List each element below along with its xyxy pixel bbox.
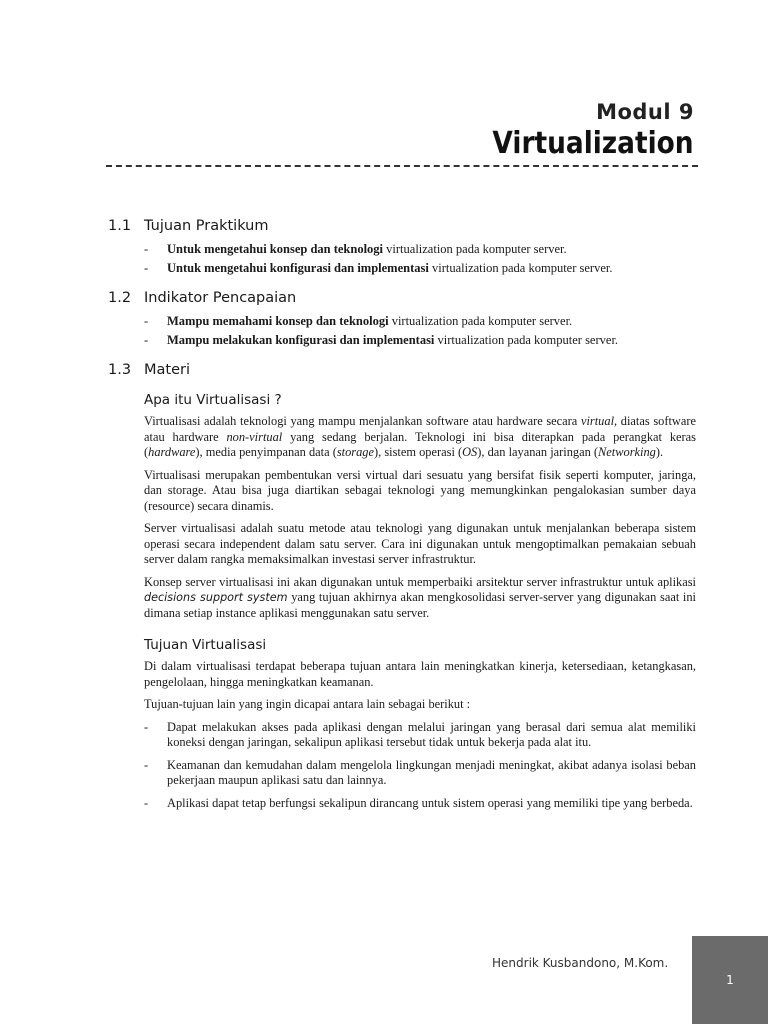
materi-body bbox=[108, 392, 696, 811]
subheading-apa-itu: Apa itu Virtualisasi ? bbox=[144, 392, 282, 408]
module-title: Virtualization bbox=[492, 126, 694, 161]
section-title: Indikator Pencapaian bbox=[144, 290, 297, 306]
list-item: - Aplikasi dapat tetap berfungsi sekalipun dirancang untuk sistem operasi yang memiliki tipe yang berbeda. bbox=[144, 795, 693, 810]
page-number-box bbox=[692, 936, 768, 1024]
section-heading bbox=[108, 218, 696, 234]
section-number: 1.2 bbox=[108, 290, 132, 306]
list-item: - Mampu memahami konsep dan teknologi virtualization pada komputer server. bbox=[144, 314, 573, 328]
section-materi bbox=[108, 362, 696, 811]
item-text: virtualization pada komputer server. bbox=[428, 261, 613, 275]
item-text: virtualization pada komputer server. bbox=[383, 242, 567, 256]
paragraph-4: Konsep server virtualisasi ini akan digunakan untuk memperbaiki arsitektur server infrastruktur untuk aplikasi decisions support system yang tujuan akhirnya akan mengkosolidasi server-server yang digunakan saat ini dimana setiap instance aplikasi menggunakan satu server. bbox=[144, 574, 696, 620]
list-item: - Untuk mengetahui konsep dan teknologi virtualization pada komputer server. bbox=[144, 242, 567, 256]
item-text: virtualization pada komputer server. bbox=[434, 333, 619, 347]
page-content bbox=[108, 218, 696, 818]
module-header bbox=[465, 100, 694, 161]
page-number: 1 bbox=[726, 973, 734, 987]
module-number: Modul 9 bbox=[596, 100, 694, 124]
section-title: Tujuan Praktikum bbox=[144, 218, 269, 234]
subheading-tujuan: Tujuan Virtualisasi bbox=[144, 637, 267, 653]
list-item: - Untuk mengetahui konfigurasi dan implementasi virtualization pada komputer server. bbox=[144, 261, 613, 275]
section-heading bbox=[108, 290, 696, 306]
paragraph-6: Tujuan-tujuan lain yang ingin dicapai antara lain sebagai berikut : bbox=[144, 697, 471, 711]
section-heading bbox=[108, 362, 696, 378]
item-bold: Untuk mengetahui konsep dan teknologi bbox=[167, 242, 384, 256]
section-tujuan-praktikum bbox=[108, 218, 696, 278]
paragraph-1: Virtualisasi adalah teknologi yang mampu menjalankan software atau hardware secara virtual, diatas software atau hardware non-virtual yang sedang berjalan. Teknologi ini bisa diterapkan pada perangkat keras (hardware), media penyimpanan data (storage), sistem operasi (OS), dan layanan jaringan (Networking). bbox=[144, 414, 696, 459]
list-item: - Keamanan dan kemudahan dalam mengelola lingkungan menjadi meningkat, akibat adanya isolasi beban pekerjaan maupun aplikasi satu dan lainnya. bbox=[144, 757, 696, 787]
item-bold: Untuk mengetahui konfigurasi dan implementasi bbox=[167, 261, 429, 275]
list-item: - Dapat melakukan akses pada aplikasi dengan melalui jaringan yang berasal dari semua alat memiliki koneksi dengan jaringan, sekalipun aplikasi tersebut tidak untuk bekerja pada alat itu. bbox=[144, 719, 696, 749]
section-title: Materi bbox=[144, 362, 190, 378]
tujuan-list bbox=[144, 720, 696, 812]
paragraph-3: Server virtualisasi adalah suatu metode atau teknologi yang digunakan untuk menjalankan beberapa sistem operasi secara independent dalam satu server. Cara ini digunakan untuk mengoptimalkan pemakaian sebuah server dalam rangka memaksimalkan investasi server infrastruktur. bbox=[144, 521, 696, 566]
paragraph-5: Di dalam virtualisasi terdapat beberapa tujuan antara lain meningkatkan kinerja, ketersediaan, ketangkasan, pengelolaan, hingga meningkatkan keamanan. bbox=[144, 659, 696, 689]
dashed-divider bbox=[106, 165, 698, 167]
section-number: 1.1 bbox=[108, 218, 132, 234]
item-text: virtualization pada komputer server. bbox=[388, 314, 573, 328]
section-number: 1.3 bbox=[108, 362, 132, 378]
paragraph-2: Virtualisasi merupakan pembentukan versi virtual dari sesuatu yang bersifat fisik seperti komputer, jaringa, dan storage. Atau bisa juga diartikan sebagai teknologi yang memungkinkan pengalokasian sumber daya (resource) secara dinamis. bbox=[144, 467, 696, 513]
list-item: - Mampu melakukan konfigurasi dan implementasi virtualization pada komputer server. bbox=[144, 333, 619, 347]
item-bold: Mampu melakukan konfigurasi dan implementasi bbox=[167, 333, 435, 347]
section-indikator-pencapaian bbox=[108, 290, 696, 350]
footer-author: Hendrik Kusbandono, M.Kom. bbox=[492, 956, 669, 970]
item-bold: Mampu memahami konsep dan teknologi bbox=[167, 314, 389, 328]
